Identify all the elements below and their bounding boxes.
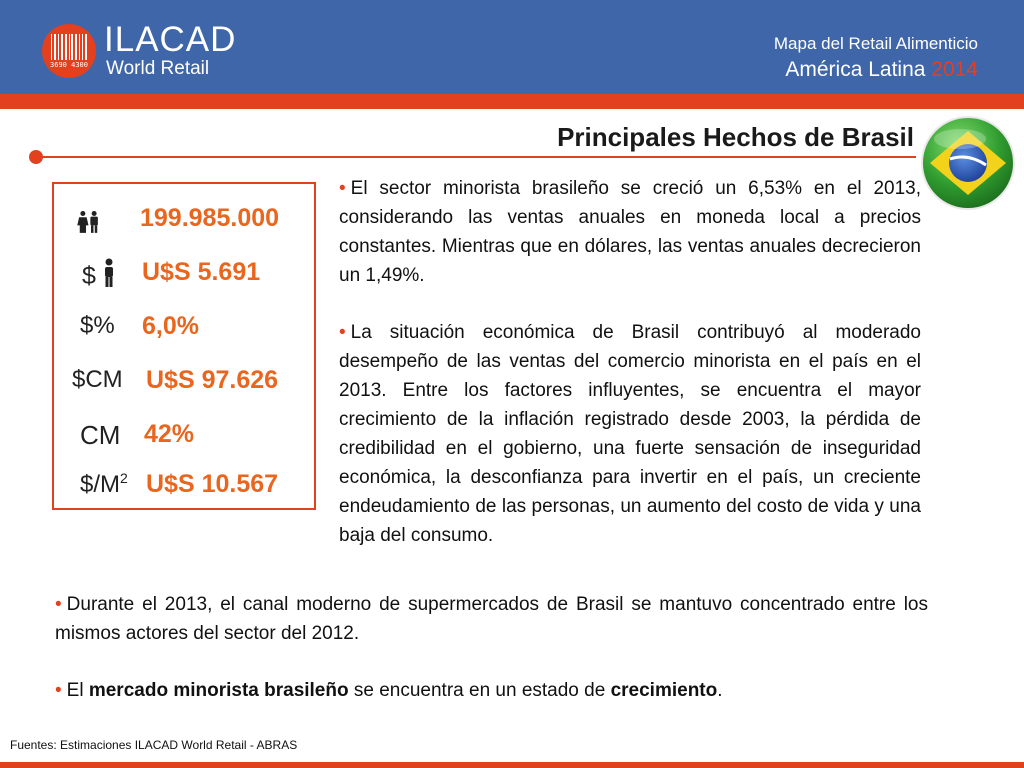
header-line2 <box>785 58 978 82</box>
bullet-icon: • <box>55 680 62 701</box>
logo-subtitle: World Retail <box>106 58 210 79</box>
header-year: 2014 <box>931 58 978 81</box>
stat-retail-sales <box>54 362 318 402</box>
header-line1: Mapa del Retail Alimenticio <box>773 34 978 53</box>
logo-barcode-icon <box>42 24 96 78</box>
header-region: América Latina <box>785 58 926 81</box>
header-bar <box>0 0 1024 94</box>
stat-value-growth: 6,0% <box>142 312 199 340</box>
bullet-icon: • <box>339 178 346 199</box>
stat-value-sales-per-m2: U$S 10.567 <box>146 470 279 498</box>
bullet-icon: • <box>55 594 62 615</box>
growth-percent-icon: $% <box>80 312 115 339</box>
stat-sales-per-m2 <box>54 466 318 506</box>
paragraph-4-text-a: El <box>66 680 89 701</box>
retail-share-icon: CM <box>80 420 121 450</box>
paragraph-1-text: El sector minorista brasileño se creció un 6,53% en el 2013, considerando las ventas anuales en moneda local a precios constantes. Mientras que en dólares, las ventas anuales decrecieron un 1,49%. <box>339 178 921 286</box>
logo-numbers: 3690 4300 <box>50 61 88 69</box>
paragraph-2-text: La situación económica de Brasil contribuyó al moderado desempeño de las ventas del comercio minorista en el país en el 2013. Entre los factores influyentes, se encuentra el mayor crecimiento de la inflación registrado desde 2003, la pérdida de credibilidad en el gobierno, una fuerte sensación de inseguridad económica, la desconfianza para invertir en el país, un creciente endeudamiento de las personas, un aumento del costo de vida y una baja del consumo. <box>339 322 921 546</box>
paragraph-4-bold-a: mercado minorista brasileño <box>88 680 349 701</box>
stat-value-gdp-per-capita: U$S 5.691 <box>142 258 261 286</box>
paragraph-4-text-c: se encuentra en un estado de <box>348 680 611 701</box>
key-stats-box <box>52 182 316 510</box>
paragraph-4-text-e: . <box>717 680 723 701</box>
stat-value-retail-share: 42% <box>144 420 195 448</box>
sales-per-m2-icon <box>80 470 144 504</box>
m2-icon-text: $/M <box>80 471 121 498</box>
paragraph-3 <box>55 590 928 648</box>
brazil-flag-icon <box>920 115 1016 211</box>
stat-value-retail-sales: U$S 97.626 <box>146 366 279 394</box>
gdp-icon-symbol: $ <box>82 262 96 290</box>
page-title: Principales Hechos de Brasil <box>557 122 914 152</box>
paragraph-1 <box>339 174 921 290</box>
ilacad-logo <box>40 20 240 80</box>
paragraph-4-bold-d: crecimiento <box>610 680 718 701</box>
paragraph-3-text: Durante el 2013, el canal moderno de supermercados de Brasil se mantuvo concentrado entre los mismos actores del sector del 2012. <box>55 594 928 644</box>
stat-population <box>54 200 318 240</box>
paragraph-4 <box>55 676 928 705</box>
stat-growth <box>54 308 318 348</box>
retail-sales-icon: $CM <box>72 366 123 393</box>
title-underline <box>36 156 916 158</box>
logo-title: ILACAD <box>104 20 237 59</box>
population-icon <box>76 202 116 240</box>
stat-value-population: 199.985.000 <box>140 204 280 232</box>
header-stripe <box>0 94 1024 109</box>
paragraph-2 <box>339 318 921 550</box>
stat-retail-share <box>54 416 318 456</box>
stat-gdp-per-capita <box>54 254 318 294</box>
gdp-per-capita-icon <box>82 258 146 292</box>
sources-footer: Fuentes: Estimaciones ILACAD World Retail - ABRAS <box>10 738 298 752</box>
title-dot <box>29 150 43 164</box>
bullet-icon: • <box>339 322 346 343</box>
footer-stripe <box>0 762 1024 768</box>
m2-icon-sup: 2 <box>120 470 128 486</box>
